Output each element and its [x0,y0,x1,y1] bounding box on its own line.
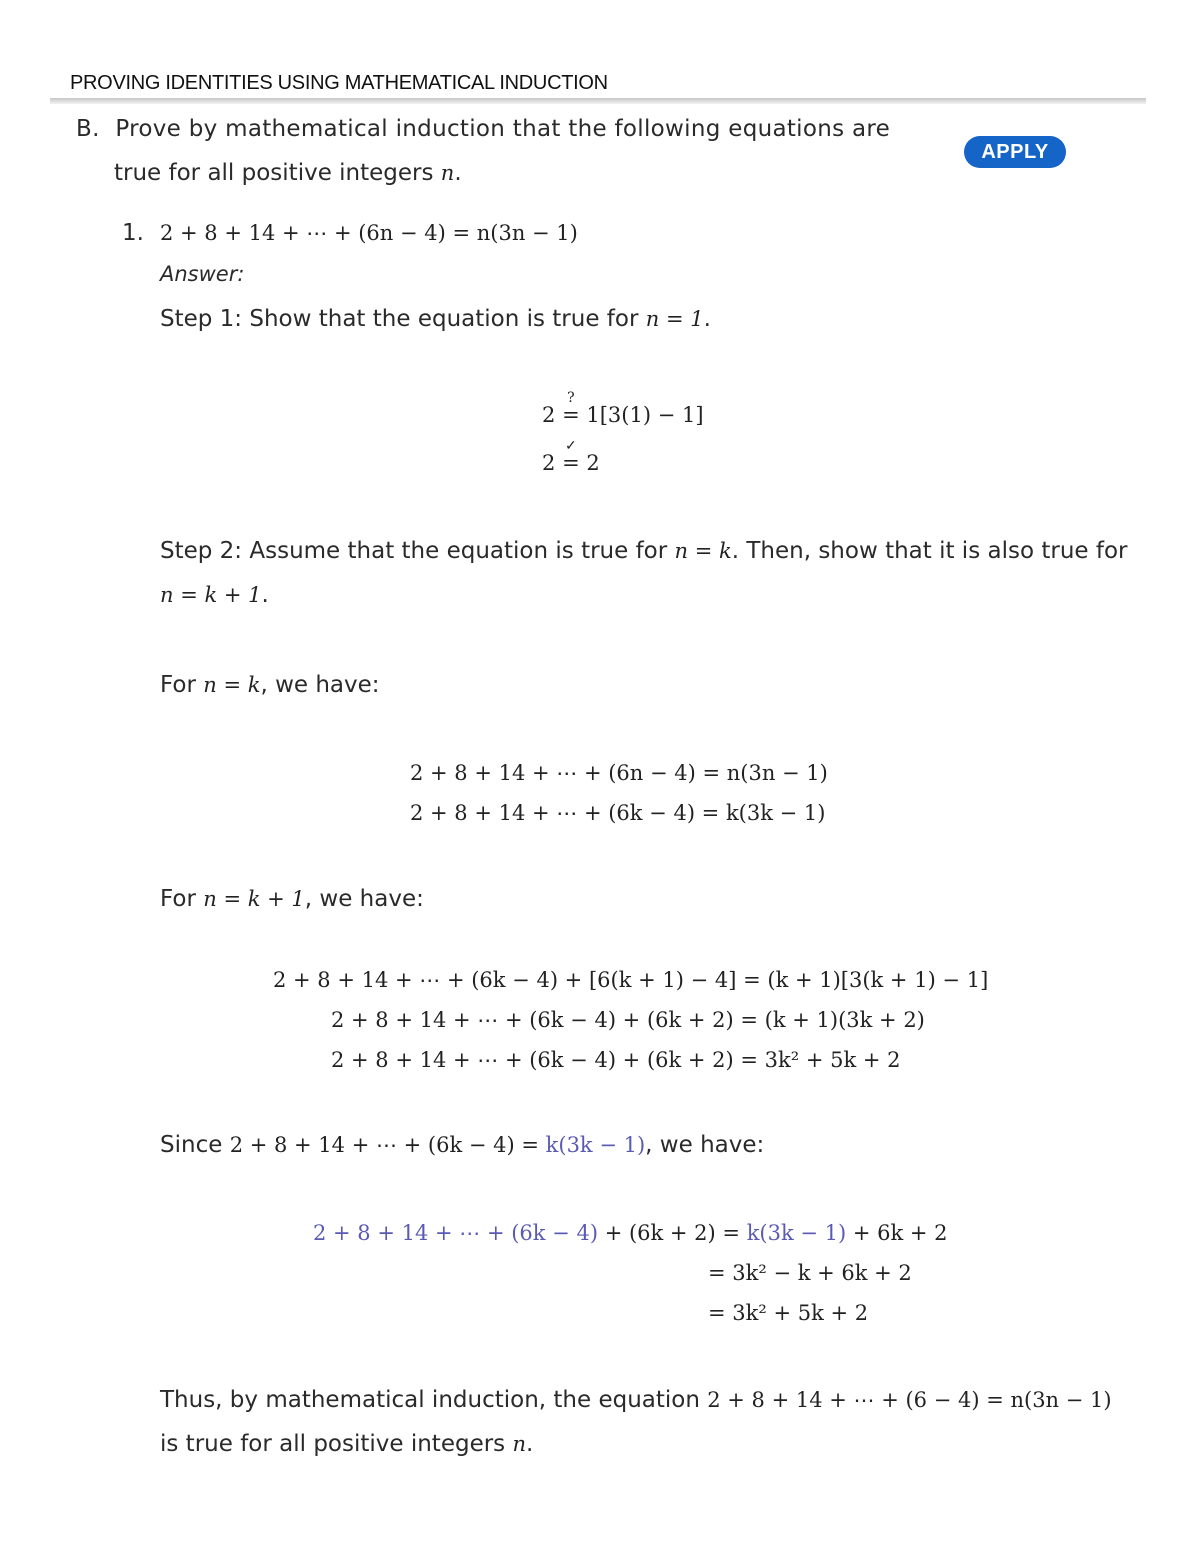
section-letter: B. [76,116,100,142]
apply-badge: APPLY [964,136,1066,168]
conclusion-math: 2 + 8 + 14 + ⋯ + (6 − 4) = n(3n − 1) [707,1388,1112,1412]
for-k1-equation-3: 2 + 8 + 14 + ⋯ + (6k − 4) + (6k + 2) = 3k² + 5k + 2 [331,1048,901,1072]
for-k1-math: n = k + 1 [203,887,305,911]
for-k-suffix: , we have: [260,672,380,698]
for-k-prefix: For [160,672,204,698]
question-equals [562,390,580,427]
conclusion-var: n [512,1432,527,1456]
derivation-line-1 [313,1221,948,1245]
step1-check-line2 [542,438,600,475]
instruction-var: n [440,161,455,185]
step2-math2: n = k + 1 [160,583,262,607]
problem-number: 1. [122,220,144,246]
derivation-line-2: = 3k² − k + 6k + 2 [708,1261,912,1285]
step2-end: . [261,582,269,608]
step1-prefix: Step 1: Show that the equation is true for [160,306,646,332]
derivation-highlight-left: 2 + 8 + 14 + ⋯ + (6k − 4) [313,1221,599,1245]
for-k-label [160,672,380,698]
since-math-highlight: k(3k − 1) [545,1133,646,1157]
header-divider [50,98,1146,104]
for-k1-suffix: , we have: [304,886,424,912]
step2-text-line1 [160,538,1127,564]
conclusion-line2 [160,1431,533,1457]
step1-math: n = 1 [645,307,704,331]
step2-text-line2 [160,582,269,608]
step1-end: . [703,306,711,332]
derivation-end: + 6k + 2 [846,1221,948,1245]
equals-sign: = [562,403,580,427]
section-instruction-line1 [76,116,890,142]
page-header-title: PROVING IDENTITIES USING MATHEMATICAL INDUCTION [70,72,608,94]
for-k-equation-2: 2 + 8 + 14 + ⋯ + (6k − 4) = k(3k − 1) [410,801,826,825]
step1-line2-left: 2 [542,451,556,475]
section-instruction-line2 [114,160,462,186]
since-math: 2 + 8 + 14 + ⋯ + (6k − 4) = [229,1133,546,1157]
since-prefix: Since [160,1132,230,1158]
for-k1-equation-1: 2 + 8 + 14 + ⋯ + (6k − 4) + [6(k + 1) − 4] = (k + 1)[3(k + 1) − 1] [273,968,989,992]
equals-sign: = [562,451,580,475]
step1-line1-right: 1[3(1) − 1] [586,403,704,427]
for-k1-equation-2: 2 + 8 + 14 + ⋯ + (6k − 4) + (6k + 2) = (k + 1)(3k + 2) [331,1008,925,1032]
since-line [160,1132,764,1158]
step2-prefix: Step 2: Assume that the equation is true for [160,538,675,564]
check-equals [562,438,580,475]
problem-equation: 2 + 8 + 14 + ⋯ + (6n − 4) = n(3n − 1) [160,221,578,245]
step1-line2-right: 2 [586,451,600,475]
step1-text [160,306,711,332]
step2-mid: . Then, show that it is also true for [731,538,1128,564]
answer-label: Answer: [160,262,245,286]
derivation-mid: + (6k + 2) = [598,1221,747,1245]
conclusion-prefix: Thus, by mathematical induction, the equation [160,1387,708,1413]
step1-check-line1 [542,390,704,427]
instruction-text-2: true for all positive integers [114,160,441,186]
for-k1-prefix: For [160,886,204,912]
conclusion-line1 [160,1387,1112,1413]
conclusion-line2-prefix: is true for all positive integers [160,1431,513,1457]
check-mark-icon: ✓ [564,438,577,454]
question-mark: ? [567,390,575,406]
instruction-text: Prove by mathematical induction that the following equations are [115,116,891,142]
step2-math1: n = k [674,539,732,563]
for-k1-label [160,886,424,912]
instruction-end: . [454,160,462,186]
for-k-math: n = k [203,673,261,697]
conclusion-end: . [526,1431,534,1457]
step1-line1-left: 2 [542,403,556,427]
for-k-equation-1: 2 + 8 + 14 + ⋯ + (6n − 4) = n(3n − 1) [410,761,828,785]
derivation-highlight-right: k(3k − 1) [746,1221,847,1245]
derivation-line-3: = 3k² + 5k + 2 [708,1301,869,1325]
since-suffix: , we have: [645,1132,765,1158]
